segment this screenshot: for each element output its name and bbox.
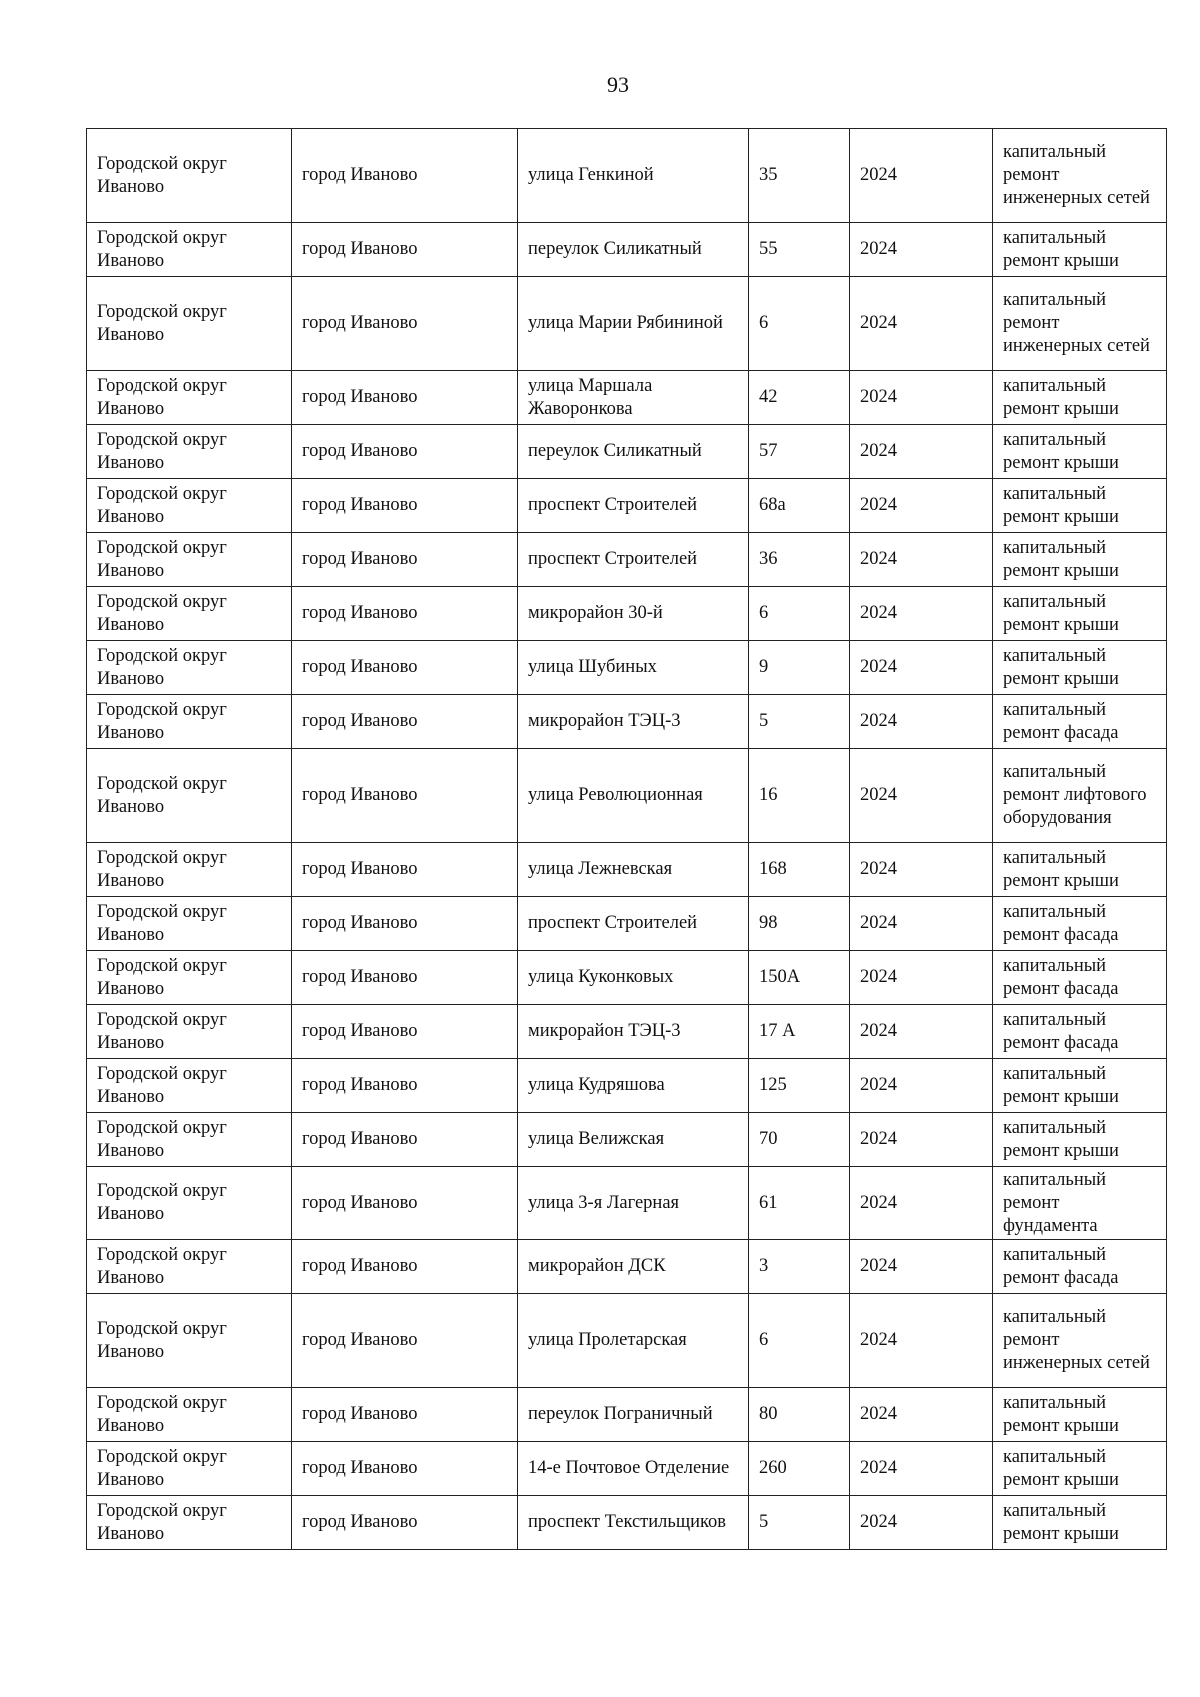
cell-municipality: Городской округ Иваново	[87, 1496, 292, 1550]
cell-work-type: капитальный ремонт лифтового оборудования	[993, 749, 1167, 843]
table-row	[87, 587, 1167, 641]
cell-municipality: Городской округ Иваново	[87, 479, 292, 533]
cell-municipality: Городской округ Иваново	[87, 951, 292, 1005]
cell-municipality: Городской округ Иваново	[87, 587, 292, 641]
table-row	[87, 1113, 1167, 1167]
cell-house-number: 5	[749, 695, 850, 749]
page-number: 93	[607, 72, 629, 97]
cell-year: 2024	[850, 1496, 993, 1550]
table-row	[87, 371, 1167, 425]
cell-house-number: 16	[749, 749, 850, 843]
cell-street: проспект Текстильщиков	[518, 1496, 749, 1550]
table-row	[87, 1496, 1167, 1550]
cell-year: 2024	[850, 1059, 993, 1113]
table-row	[87, 951, 1167, 1005]
cell-street: переулок Пограничный	[518, 1388, 749, 1442]
cell-year: 2024	[850, 371, 993, 425]
cell-locality: город Иваново	[292, 1442, 518, 1496]
cell-year: 2024	[850, 843, 993, 897]
cell-locality: город Иваново	[292, 749, 518, 843]
cell-year: 2024	[850, 641, 993, 695]
cell-house-number: 125	[749, 1059, 850, 1113]
cell-year: 2024	[850, 951, 993, 1005]
cell-year: 2024	[850, 1005, 993, 1059]
cell-municipality: Городской округ Иваново	[87, 897, 292, 951]
cell-locality: город Иваново	[292, 533, 518, 587]
cell-house-number: 42	[749, 371, 850, 425]
cell-locality: город Иваново	[292, 897, 518, 951]
cell-locality: город Иваново	[292, 223, 518, 277]
cell-locality: город Иваново	[292, 129, 518, 223]
cell-street: микрорайон 30-й	[518, 587, 749, 641]
cell-house-number: 98	[749, 897, 850, 951]
cell-year: 2024	[850, 587, 993, 641]
table-row	[87, 129, 1167, 223]
cell-year: 2024	[850, 223, 993, 277]
cell-locality: город Иваново	[292, 479, 518, 533]
cell-street: улица Куконковых	[518, 951, 749, 1005]
cell-house-number: 6	[749, 1294, 850, 1388]
cell-street: улица Велижская	[518, 1113, 749, 1167]
cell-work-type: капитальный ремонт крыши	[993, 641, 1167, 695]
cell-street: улица Марии Рябининой	[518, 277, 749, 371]
cell-locality: город Иваново	[292, 1294, 518, 1388]
cell-locality: город Иваново	[292, 371, 518, 425]
cell-municipality: Городской округ Иваново	[87, 1240, 292, 1294]
cell-house-number: 17 А	[749, 1005, 850, 1059]
cell-year: 2024	[850, 897, 993, 951]
cell-work-type: капитальный ремонт инженерных сетей	[993, 277, 1167, 371]
cell-street: улица Лежневская	[518, 843, 749, 897]
cell-year: 2024	[850, 1442, 993, 1496]
cell-locality: город Иваново	[292, 951, 518, 1005]
cell-street: переулок Силикатный	[518, 223, 749, 277]
cell-year: 2024	[850, 425, 993, 479]
cell-municipality: Городской округ Иваново	[87, 1442, 292, 1496]
table-row	[87, 533, 1167, 587]
cell-house-number: 9	[749, 641, 850, 695]
cell-locality: город Иваново	[292, 1005, 518, 1059]
cell-work-type: капитальный ремонт крыши	[993, 223, 1167, 277]
table-row	[87, 425, 1167, 479]
cell-work-type: капитальный ремонт фасада	[993, 1240, 1167, 1294]
cell-work-type: капитальный ремонт крыши	[993, 587, 1167, 641]
cell-house-number: 55	[749, 223, 850, 277]
cell-street: 14-е Почтовое Отделение	[518, 1442, 749, 1496]
cell-year: 2024	[850, 479, 993, 533]
cell-work-type: капитальный ремонт крыши	[993, 843, 1167, 897]
cell-house-number: 6	[749, 587, 850, 641]
cell-house-number: 57	[749, 425, 850, 479]
cell-work-type: капитальный ремонт крыши	[993, 425, 1167, 479]
cell-work-type: капитальный ремонт крыши	[993, 1496, 1167, 1550]
cell-street: переулок Силикатный	[518, 425, 749, 479]
cell-street: проспект Строителей	[518, 897, 749, 951]
cell-year: 2024	[850, 277, 993, 371]
cell-street: улица Генкиной	[518, 129, 749, 223]
cell-municipality: Городской округ Иваново	[87, 533, 292, 587]
cell-year: 2024	[850, 1388, 993, 1442]
table-row	[87, 1240, 1167, 1294]
cell-house-number: 260	[749, 1442, 850, 1496]
table-row	[87, 1059, 1167, 1113]
repair-registry-table	[86, 128, 1167, 1550]
table-row	[87, 897, 1167, 951]
cell-street: микрорайон ТЭЦ-3	[518, 695, 749, 749]
cell-work-type: капитальный ремонт инженерных сетей	[993, 129, 1167, 223]
cell-municipality: Городской округ Иваново	[87, 1167, 292, 1240]
cell-year: 2024	[850, 1113, 993, 1167]
cell-work-type: капитальный ремонт фасада	[993, 951, 1167, 1005]
table-row	[87, 1388, 1167, 1442]
cell-street: улица Маршала Жаворонкова	[518, 371, 749, 425]
cell-work-type: капитальный ремонт крыши	[993, 1059, 1167, 1113]
table-row	[87, 749, 1167, 843]
cell-municipality: Городской округ Иваново	[87, 223, 292, 277]
cell-work-type: капитальный ремонт фундамента	[993, 1167, 1167, 1240]
cell-house-number: 168	[749, 843, 850, 897]
cell-street: микрорайон ДСК	[518, 1240, 749, 1294]
cell-municipality: Городской округ Иваново	[87, 1294, 292, 1388]
cell-work-type: капитальный ремонт фасада	[993, 1005, 1167, 1059]
cell-municipality: Городской округ Иваново	[87, 749, 292, 843]
cell-locality: город Иваново	[292, 1167, 518, 1240]
cell-year: 2024	[850, 695, 993, 749]
cell-house-number: 3	[749, 1240, 850, 1294]
cell-municipality: Городской округ Иваново	[87, 641, 292, 695]
cell-house-number: 68а	[749, 479, 850, 533]
table-row	[87, 1294, 1167, 1388]
cell-locality: город Иваново	[292, 1059, 518, 1113]
cell-work-type: капитальный ремонт фасада	[993, 897, 1167, 951]
cell-year: 2024	[850, 1167, 993, 1240]
cell-house-number: 150А	[749, 951, 850, 1005]
cell-year: 2024	[850, 1294, 993, 1388]
cell-work-type: капитальный ремонт крыши	[993, 1113, 1167, 1167]
table-row	[87, 277, 1167, 371]
cell-work-type: капитальный ремонт крыши	[993, 533, 1167, 587]
cell-locality: город Иваново	[292, 641, 518, 695]
cell-street: проспект Строителей	[518, 479, 749, 533]
cell-municipality: Городской округ Иваново	[87, 695, 292, 749]
cell-locality: город Иваново	[292, 587, 518, 641]
table-row	[87, 843, 1167, 897]
cell-work-type: капитальный ремонт инженерных сетей	[993, 1294, 1167, 1388]
cell-work-type: капитальный ремонт крыши	[993, 1388, 1167, 1442]
cell-work-type: капитальный ремонт крыши	[993, 1442, 1167, 1496]
cell-house-number: 5	[749, 1496, 850, 1550]
cell-year: 2024	[850, 1240, 993, 1294]
cell-house-number: 80	[749, 1388, 850, 1442]
table-row	[87, 1005, 1167, 1059]
table-row	[87, 223, 1167, 277]
cell-house-number: 6	[749, 277, 850, 371]
cell-locality: город Иваново	[292, 695, 518, 749]
cell-year: 2024	[850, 533, 993, 587]
cell-work-type: капитальный ремонт фасада	[993, 695, 1167, 749]
cell-locality: город Иваново	[292, 1240, 518, 1294]
table-row	[87, 479, 1167, 533]
cell-work-type: капитальный ремонт крыши	[993, 371, 1167, 425]
cell-municipality: Городской округ Иваново	[87, 129, 292, 223]
cell-street: улица 3-я Лагерная	[518, 1167, 749, 1240]
cell-house-number: 36	[749, 533, 850, 587]
cell-street: проспект Строителей	[518, 533, 749, 587]
table-row	[87, 1442, 1167, 1496]
cell-locality: город Иваново	[292, 425, 518, 479]
cell-house-number: 61	[749, 1167, 850, 1240]
cell-house-number: 35	[749, 129, 850, 223]
cell-municipality: Городской округ Иваново	[87, 1113, 292, 1167]
cell-municipality: Городской округ Иваново	[87, 1005, 292, 1059]
cell-locality: город Иваново	[292, 1388, 518, 1442]
cell-municipality: Городской округ Иваново	[87, 277, 292, 371]
cell-municipality: Городской округ Иваново	[87, 843, 292, 897]
cell-work-type: капитальный ремонт крыши	[993, 479, 1167, 533]
cell-municipality: Городской округ Иваново	[87, 425, 292, 479]
cell-municipality: Городской округ Иваново	[87, 1059, 292, 1113]
cell-street: улица Пролетарская	[518, 1294, 749, 1388]
cell-house-number: 70	[749, 1113, 850, 1167]
cell-street: улица Шубиных	[518, 641, 749, 695]
cell-locality: город Иваново	[292, 1496, 518, 1550]
cell-locality: город Иваново	[292, 277, 518, 371]
cell-year: 2024	[850, 129, 993, 223]
cell-locality: город Иваново	[292, 843, 518, 897]
cell-year: 2024	[850, 749, 993, 843]
cell-municipality: Городской округ Иваново	[87, 1388, 292, 1442]
cell-street: улица Революционная	[518, 749, 749, 843]
cell-street: улица Кудряшова	[518, 1059, 749, 1113]
cell-street: микрорайон ТЭЦ-3	[518, 1005, 749, 1059]
table-row	[87, 695, 1167, 749]
table-row	[87, 1167, 1167, 1240]
cell-municipality: Городской округ Иваново	[87, 371, 292, 425]
cell-locality: город Иваново	[292, 1113, 518, 1167]
table-row	[87, 641, 1167, 695]
